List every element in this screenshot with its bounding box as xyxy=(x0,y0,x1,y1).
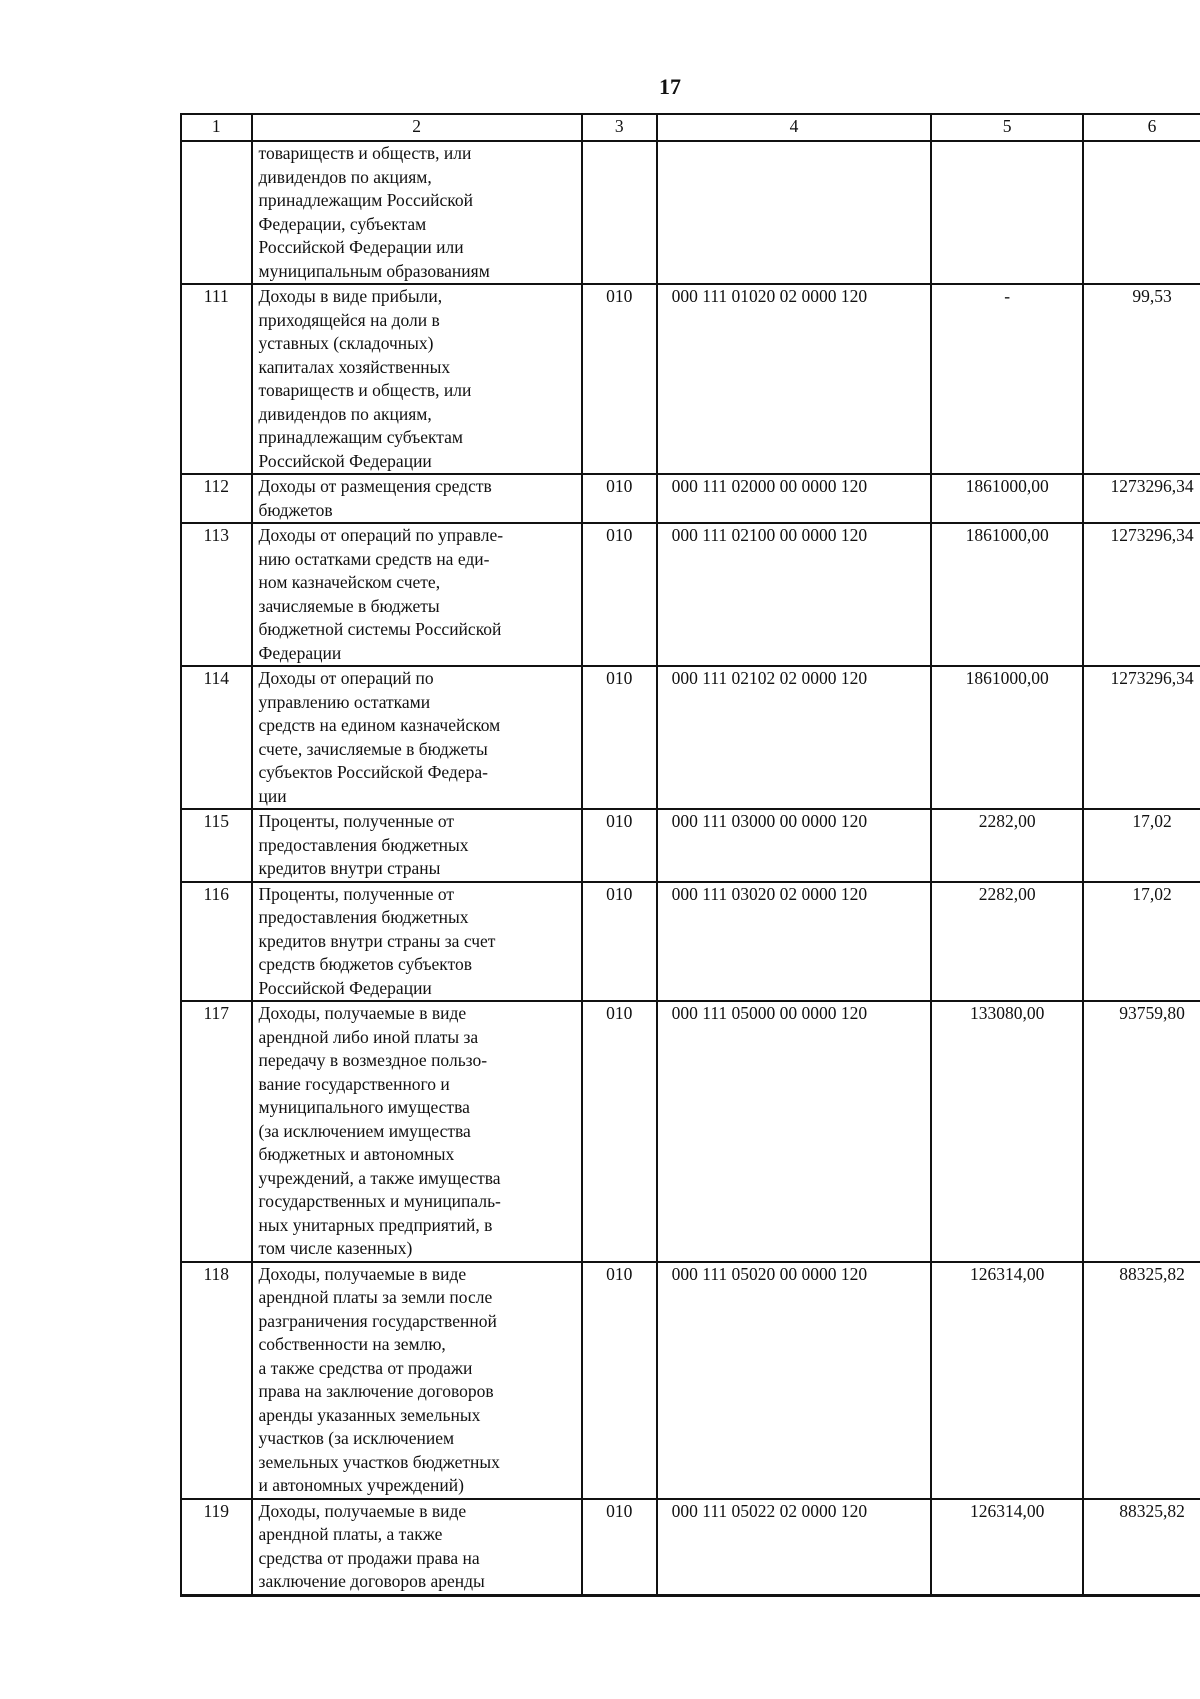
row-code: 010 xyxy=(582,523,657,666)
table-header-row xyxy=(181,114,1200,141)
row-code: 010 xyxy=(582,882,657,1002)
row-planned-amount: 133080,00 xyxy=(931,1001,1083,1262)
row-actual-amount: 1273296,34 xyxy=(1083,523,1200,666)
column-header: 2 xyxy=(252,114,582,141)
row-code xyxy=(582,141,657,284)
row-code: 010 xyxy=(582,474,657,523)
column-header: 4 xyxy=(657,114,932,141)
page-number: 17 xyxy=(659,74,681,99)
row-actual-amount: 17,02 xyxy=(1083,809,1200,882)
row-number: 116 xyxy=(181,882,252,1002)
row-name: Доходы от размещения средств бюджетов xyxy=(252,474,582,523)
row-name: Проценты, полученные от предоставления бюджетных кредитов внутри страны за счет средств бюджетов субъектов Российской Федерации xyxy=(252,882,582,1002)
row-code: 010 xyxy=(582,809,657,882)
table-row xyxy=(181,1262,1200,1499)
row-actual-amount: 1273296,34 xyxy=(1083,666,1200,809)
row-actual-amount xyxy=(1083,141,1200,284)
row-name: Доходы в виде прибыли, приходящейся на доли в уставных (складочных) капиталах хозяйственных товариществ и обществ, или дивидендов по акциям, принадлежащим субъектам Российской Федерации xyxy=(252,284,582,474)
row-actual-amount: 88325,82 xyxy=(1083,1499,1200,1596)
revenue-table xyxy=(180,113,1200,1597)
column-header: 3 xyxy=(582,114,657,141)
row-number xyxy=(181,141,252,284)
row-classification-code xyxy=(657,141,932,284)
row-classification-code: 000 111 03000 00 0000 120 xyxy=(657,809,932,882)
row-planned-amount: 1861000,00 xyxy=(931,474,1083,523)
row-name: товариществ и обществ, или дивидендов по акциям, принадлежащим Российской Федерации, субъектам Российской Федерации или муниципальным образованиям xyxy=(252,141,582,284)
row-planned-amount: 126314,00 xyxy=(931,1262,1083,1499)
row-number: 112 xyxy=(181,474,252,523)
row-classification-code: 000 111 02100 00 0000 120 xyxy=(657,523,932,666)
row-planned-amount: 1861000,00 xyxy=(931,523,1083,666)
table-row xyxy=(181,474,1200,523)
row-number: 117 xyxy=(181,1001,252,1262)
row-number: 113 xyxy=(181,523,252,666)
row-planned-amount: 1861000,00 xyxy=(931,666,1083,809)
row-code: 010 xyxy=(582,1001,657,1262)
row-classification-code: 000 111 02000 00 0000 120 xyxy=(657,474,932,523)
row-name: Доходы от операций по управлению остатками средств на едином казначейском счете, зачисляемые в бюджеты субъектов Российской Федера- ции xyxy=(252,666,582,809)
row-name: Доходы, получаемые в виде арендной платы за земли после разграничения государственной собственности на землю, а также средства от продажи права на заключение договоров аренды указанных земельных участков (за исключением земельных участков бюджетных и автономных учреждений) xyxy=(252,1262,582,1499)
row-name: Проценты, полученные от предоставления бюджетных кредитов внутри страны xyxy=(252,809,582,882)
row-name: Доходы, получаемые в виде арендной платы, а также средства от продажи права на заключение договоров аренды xyxy=(252,1499,582,1596)
row-number: 111 xyxy=(181,284,252,474)
row-classification-code: 000 111 05000 00 0000 120 xyxy=(657,1001,932,1262)
row-code: 010 xyxy=(582,666,657,809)
row-name: Доходы, получаемые в виде арендной либо иной платы за передачу в возмездное пользо- вание государственного и муниципального имущества (за исключением имущества бюджетных и автономных учреждений, а также имущества государственных и муниципаль- ных унитарных предприятий, в том числе казенных) xyxy=(252,1001,582,1262)
row-planned-amount: 2282,00 xyxy=(931,809,1083,882)
row-actual-amount: 17,02 xyxy=(1083,882,1200,1002)
row-number: 114 xyxy=(181,666,252,809)
row-planned-amount xyxy=(931,141,1083,284)
row-classification-code: 000 111 02102 02 0000 120 xyxy=(657,666,932,809)
row-number: 115 xyxy=(181,809,252,882)
row-code: 010 xyxy=(582,1262,657,1499)
table-row xyxy=(181,141,1200,284)
row-actual-amount: 1273296,34 xyxy=(1083,474,1200,523)
table-row xyxy=(181,523,1200,666)
row-planned-amount: 126314,00 xyxy=(931,1499,1083,1596)
table-row xyxy=(181,1001,1200,1262)
row-code: 010 xyxy=(582,1499,657,1596)
row-actual-amount: 93759,80 xyxy=(1083,1001,1200,1262)
column-header: 6 xyxy=(1083,114,1200,141)
row-classification-code: 000 111 01020 02 0000 120 xyxy=(657,284,932,474)
row-actual-amount: 88325,82 xyxy=(1083,1262,1200,1499)
row-classification-code: 000 111 05020 00 0000 120 xyxy=(657,1262,932,1499)
row-planned-amount: - xyxy=(931,284,1083,474)
column-header: 1 xyxy=(181,114,252,141)
column-header: 5 xyxy=(931,114,1083,141)
table-row xyxy=(181,809,1200,882)
row-classification-code: 000 111 05022 02 0000 120 xyxy=(657,1499,932,1596)
table-row xyxy=(181,666,1200,809)
table-row xyxy=(181,882,1200,1002)
row-actual-amount: 99,53 xyxy=(1083,284,1200,474)
row-classification-code: 000 111 03020 02 0000 120 xyxy=(657,882,932,1002)
row-code: 010 xyxy=(582,284,657,474)
row-number: 119 xyxy=(181,1499,252,1596)
row-planned-amount: 2282,00 xyxy=(931,882,1083,1002)
row-name: Доходы от операций по управле- нию остатками средств на еди- ном казначейском счете, зачисляемые в бюджеты бюджетной системы Российской Федерации xyxy=(252,523,582,666)
table-row xyxy=(181,1499,1200,1596)
row-number: 118 xyxy=(181,1262,252,1499)
table-row xyxy=(181,284,1200,474)
